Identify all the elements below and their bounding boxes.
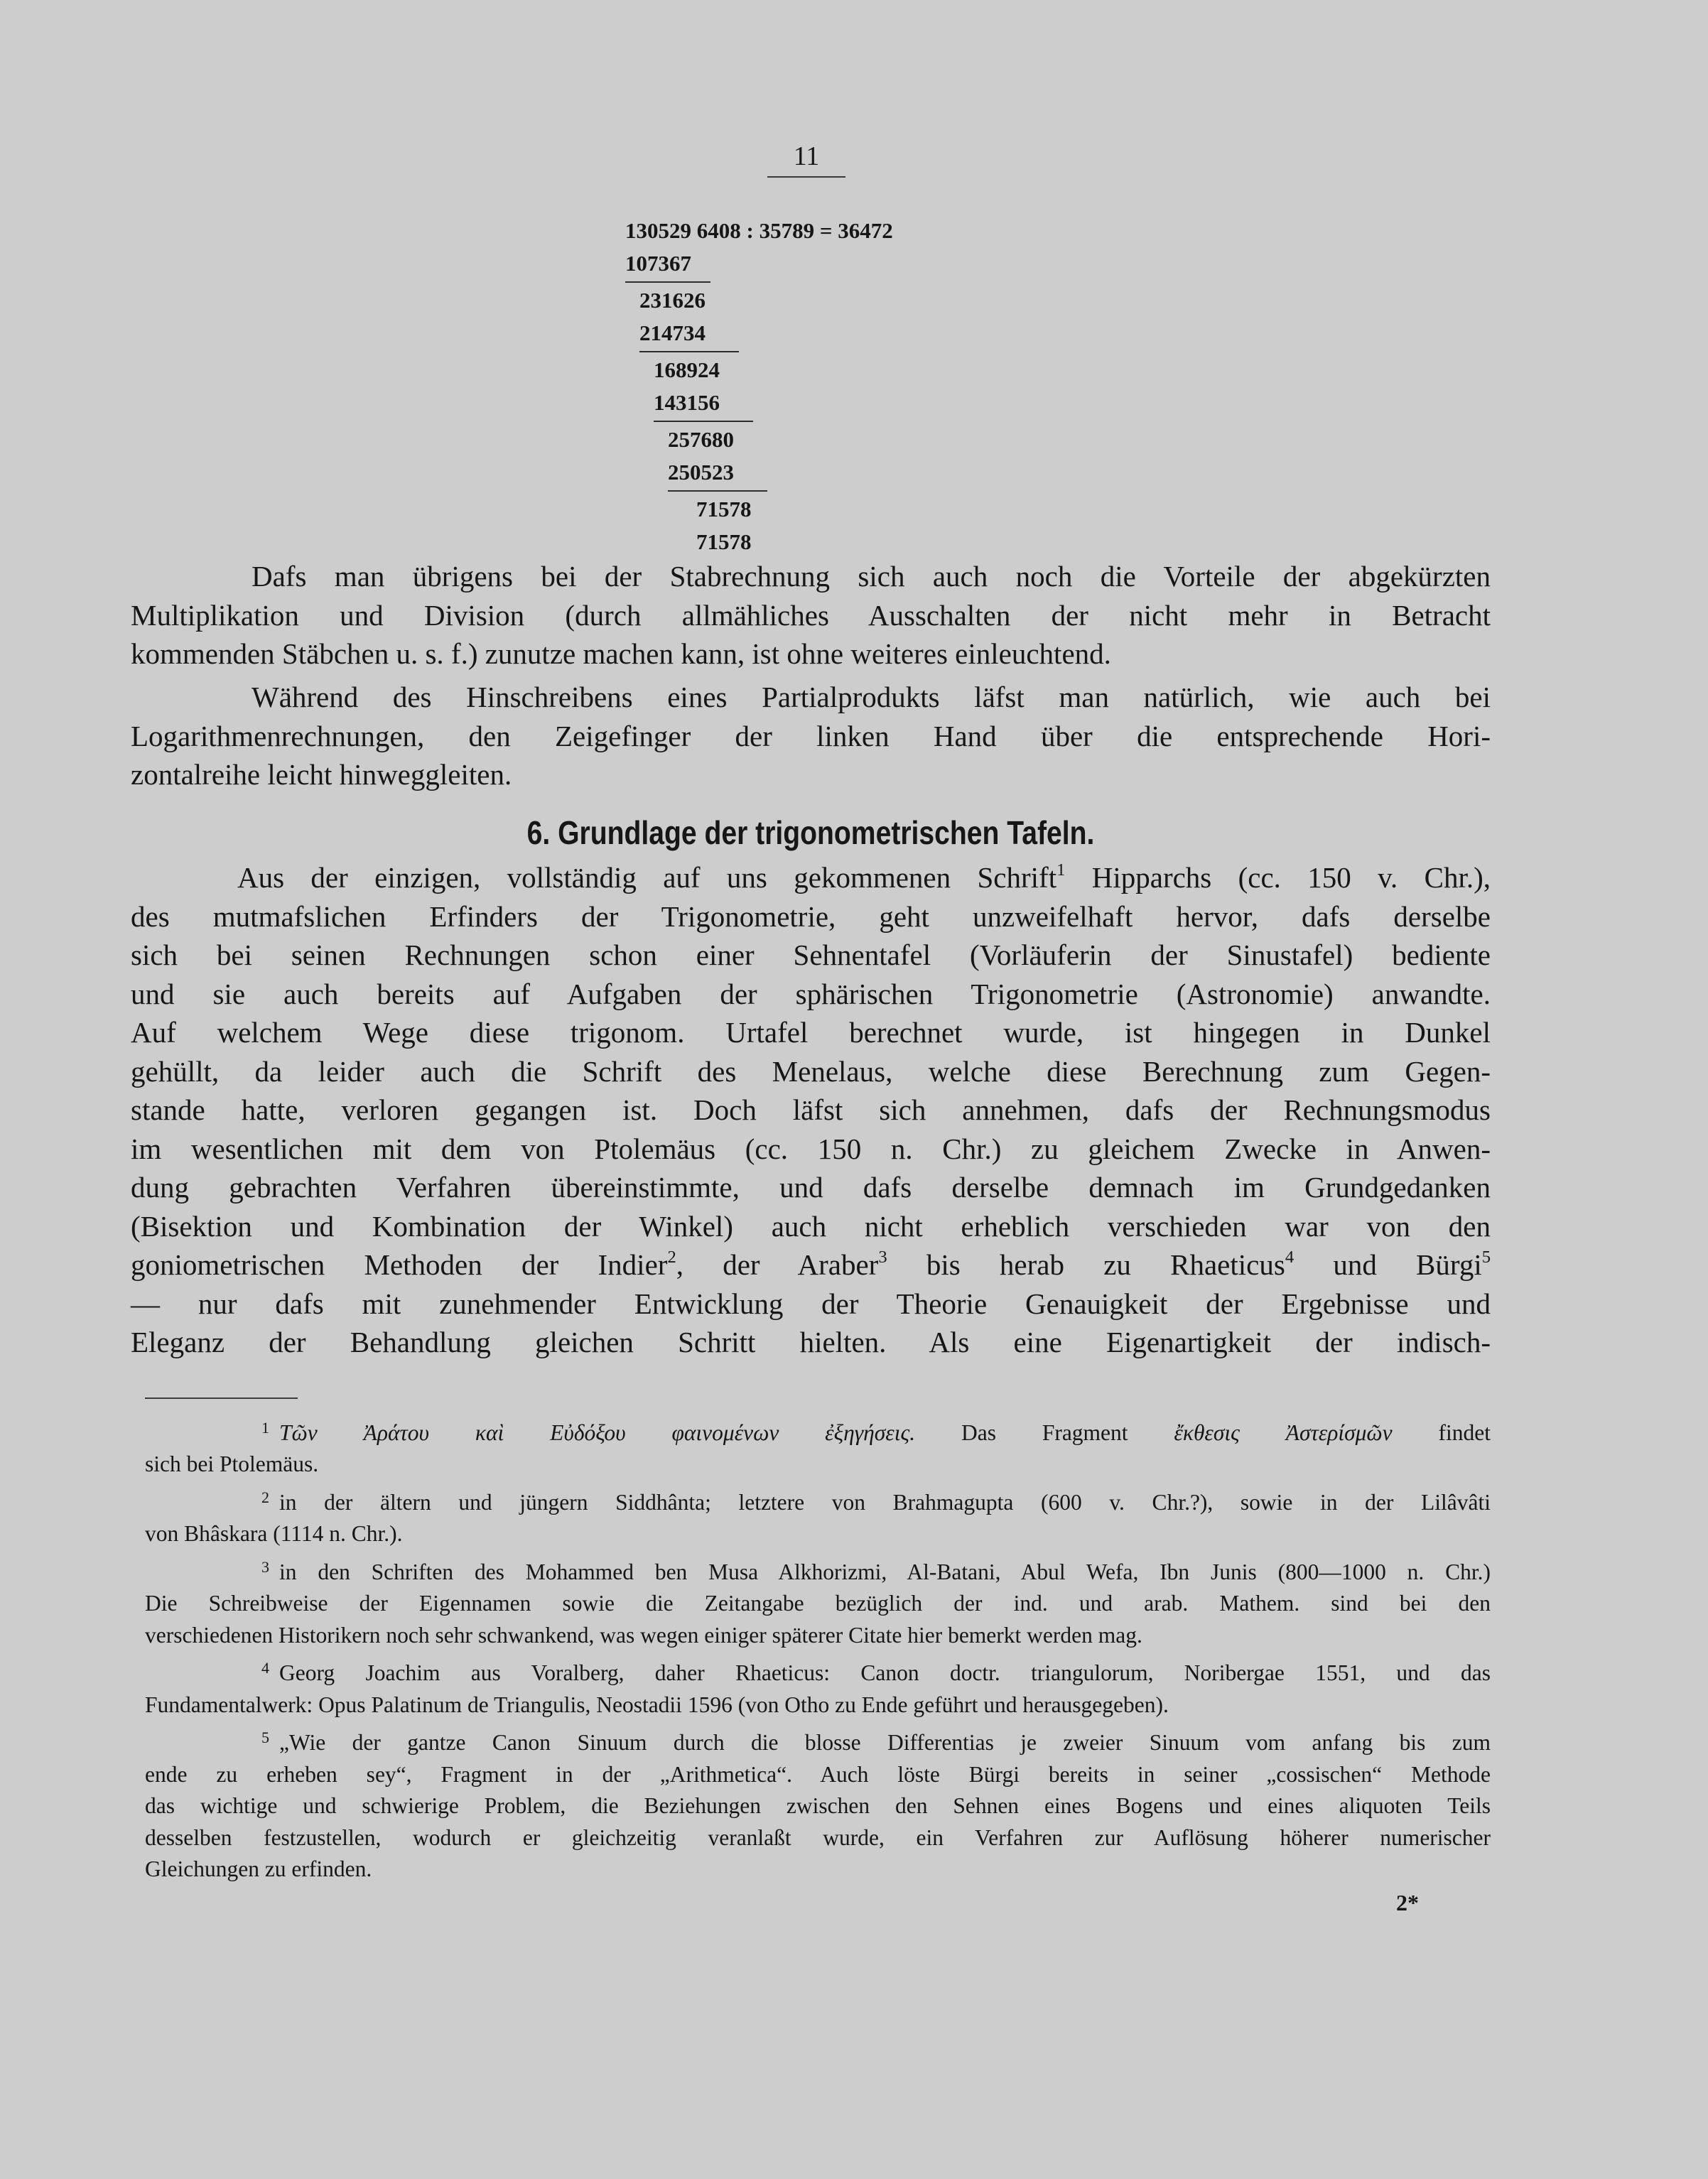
text-span: Hipparchs (cc. 150 v. Chr.), [1065,861,1491,894]
text-line: verschiedenen Historikern noch sehr schwankend, was wegen einiger späterer Citate hier bemerkt werden mag. [145,1622,1142,1648]
page-number: 11 [793,141,820,171]
paragraph [131,557,1491,674]
text-line: Gleichungen zu erfinden. [145,1856,372,1882]
division-step: 231626 [639,288,706,313]
text-line: sich bei seinen Rechnungen schon einer Sehnentafel (Vorläuferin der Sinustafel) bediente [131,939,1491,971]
section-heading: 6. Grundlage der trigonometrischen Tafeln. [526,814,1095,851]
division-step: 71578 [696,529,752,554]
text-span: in der ältern und jüngern Siddhânta; letztere von Brahmagupta (600 v. Chr.?), sowie in der Lilâvâti [279,1489,1491,1515]
text-span: Das Fragment [915,1420,1174,1445]
footnote-number: 4 [261,1659,270,1677]
division-step: 168924 [654,357,720,382]
footnote-4 [145,1653,1491,1721]
division-rule [625,281,710,283]
text-line: Multiplikation und Division (durch allmähliches Ausschalten der nicht mehr in Betracht [131,598,1491,632]
footnote-2 [145,1482,1491,1550]
text-span: und Bürgi [1294,1248,1482,1281]
footnote-rule [145,1397,298,1399]
text-line: Fundamentalwerk: Opus Palatinum de Triangulis, Neostadii 1596 (von Otho zu Ende geführt und herausgegeben). [145,1692,1169,1717]
text-line: von Bhâskara (1114 n. Chr.). [145,1521,403,1547]
division-rule [639,351,739,352]
text-line: Eleganz der Behandlung gleichen Schritt hielten. Als eine Eigenartigkeit der indisch- [131,1326,1491,1358]
division-equation: 130529 6408 : 35789 = 36472 [625,218,893,243]
text-span: Georg Joachim aus Voralberg, daher Rhaeticus: Canon doctr. triangulorum, Noribergae 1551, und das [279,1660,1491,1686]
division-step: 257680 [668,427,734,452]
footnote-ref: 2 [667,1247,676,1267]
division-step: 214734 [639,320,706,345]
text-line [145,1482,1491,1518]
text-line: im wesentlichen mit dem von Ptolemäus (cc. 150 n. Chr.) zu gleichem Zwecke in Anwen- [131,1132,1491,1165]
text-line: dung gebrachten Verfahren übereinstimmte, und dafs derselbe demnach im Grundgedanken [131,1171,1491,1204]
text-line: kommenden Stäbchen u. s. f.) zunutze machen kann, ist ohne weiteres einleuchtend. [131,637,1111,670]
footnote-number: 3 [261,1557,270,1576]
text-line: sich bei Ptolemäus. [145,1451,319,1477]
text-line: gehüllt, da leider auch die Schrift des Menelaus, welche diese Berechnung zum Gegen- [131,1054,1491,1088]
division-rule [654,421,753,422]
footnote-ref: 1 [1056,860,1066,880]
text-line: desselben festzustellen, wodurch er gleichzeitig veranlaßt wurde, ein Verfahren zur Auflösung höherer numerischer [145,1824,1491,1850]
footnote-ref: 3 [878,1247,887,1267]
page-number-rule [767,176,845,178]
division-step: 250523 [668,460,734,485]
footnote-1 [145,1412,1491,1481]
text-line: und sie auch bereits auf Aufgaben der sphärischen Trigonometrie (Astronomie) anwandte. [131,977,1491,1010]
text-line: (Bisektion und Kombination der Winkel) auch nicht erheblich verschieden war von den [131,1209,1491,1243]
text-line: zontalreihe leicht hinweggleiten. [131,758,512,791]
text-line: Auf welchem Wege diese trigonom. Urtafel berechnet wurde, ist hingegen in Dunkel [131,1016,1491,1049]
greek-title: Τῶν Ἀράτου καὶ Εὐδόξου φαινομένων ἐξηγήσεις. [279,1420,916,1445]
text-line: Dafs man übrigens bei der Stabrechnung sich auch noch die Vorteile der abgekürzten [252,560,1491,593]
printer-signature: 2* [1396,1890,1419,1915]
division-step: 143156 [654,390,720,415]
text-span: in den Schriften des Mohammed ben Musa Alkhorizmi, Al-Batani, Abul Wefa, Ibn Junis (800—1000 n. Chr.) [279,1559,1491,1584]
text-span: goniometrischen Methoden der Indier [131,1248,668,1281]
text-line [131,858,1491,897]
text-line: ende zu erheben sey“, Fragment in der „Arithmetica“. Auch löste Bürgi bereits in seiner „cossischen“ Methode [145,1761,1491,1787]
greek-title: ἔκθεσις Ἀστερίσμῶν [1174,1420,1393,1445]
paragraph [131,678,1491,794]
footnote-ref: 5 [1481,1247,1491,1267]
footnote-number: 5 [261,1729,270,1747]
text-span: , der Araber [676,1248,879,1281]
footnote-number: 2 [261,1488,270,1506]
footnote-5 [145,1722,1491,1885]
text-line: Logarithmenrechnungen, den Zeigefinger der linken Hand über die entsprechende Hori- [131,719,1491,752]
text-line: des mutmafslichen Erfinders der Trigonometrie, geht unzweifelhaft hervor, dafs derselbe [131,899,1491,933]
division-step: 107367 [625,251,691,276]
footnote-3 [145,1552,1491,1651]
division-rule [668,490,767,492]
text-span: bis herab zu Rhaeticus [887,1248,1285,1281]
text-line: stande hatte, verloren gegangen ist. Doch läfst sich annehmen, dafs der Rechnungsmodus [131,1093,1491,1126]
text-span: „Wie der gantze Canon Sinuum durch die blosse Differentias je zweier Sinuum vom anfang bis zum [279,1730,1491,1756]
text-line [145,1722,1491,1758]
text-line: das wichtige und schwierige Problem, die Beziehungen zwischen den Sehnen eines Bogens und eines aliquoten Teils [145,1793,1491,1819]
footnote-ref: 4 [1285,1247,1294,1267]
text-line [145,1552,1491,1588]
text-span: findet [1392,1420,1491,1445]
text-line [145,1412,1491,1449]
footnotes [145,1412,1491,1887]
text-span: Aus der einzigen, vollständig auf uns gekommenen Schrift [237,861,1057,894]
main-paragraph [131,858,1491,1362]
text-line: — nur dafs mit zunehmender Entwicklung der Theorie Genauigkeit der Ergebnisse und [131,1287,1491,1320]
text-line: Die Schreibweise der Eigennamen sowie die Zeitangabe bezüglich der ind. und arab. Mathem. sind bei den [145,1591,1491,1616]
division-step: 71578 [696,497,752,521]
footnote-number: 1 [261,1419,270,1437]
text-line [145,1653,1491,1689]
text-line [131,1245,1491,1285]
text-line: Während des Hinschreibens eines Partialprodukts läfst man natürlich, wie auch bei [252,681,1491,713]
